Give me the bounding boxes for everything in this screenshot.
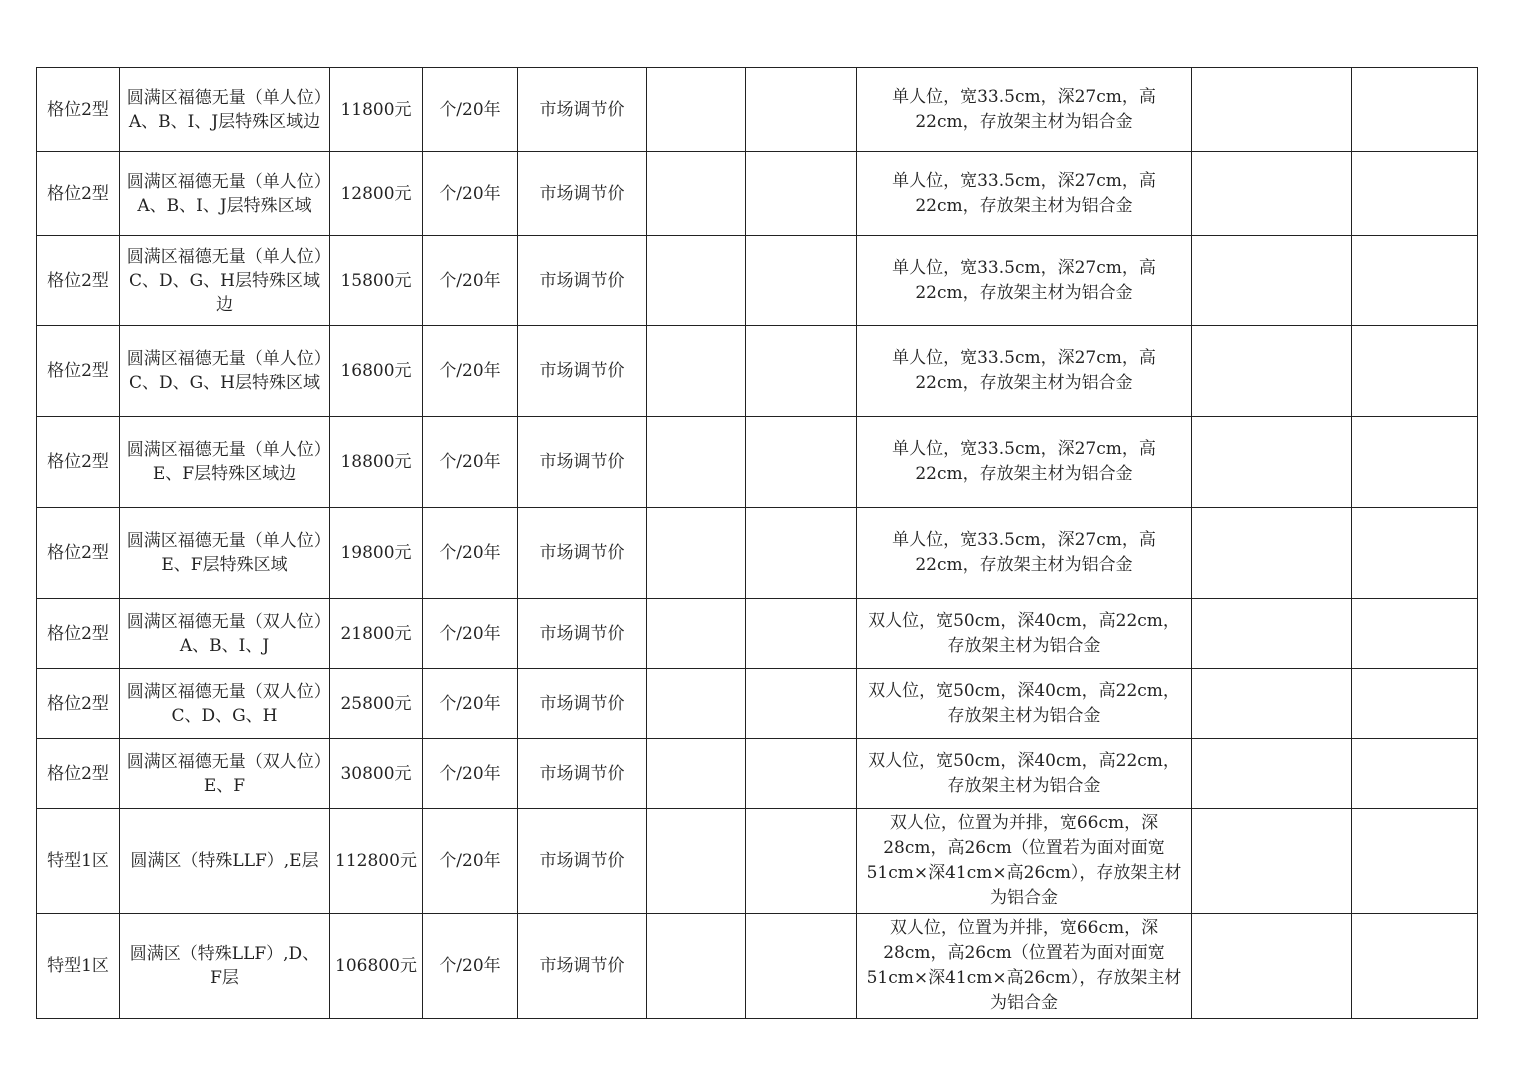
- cell-price: 106800元: [330, 914, 423, 1019]
- cell-empty: [1352, 508, 1478, 599]
- cell-empty: [746, 326, 857, 417]
- cell-empty: [1192, 508, 1352, 599]
- table-row: [37, 739, 1478, 809]
- cell-empty: [746, 417, 857, 508]
- cell-location: 圆满区福德无量（单人位）C、D、G、H层特殊区域边: [120, 236, 330, 326]
- cell-empty: [647, 417, 746, 508]
- cell-type: 格位2型: [37, 68, 120, 152]
- cell-price-kind: 市场调节价: [518, 508, 647, 599]
- cell-spec: 单人位，宽33.5cm，深27cm，高22cm，存放架主材为铝合金: [857, 326, 1192, 417]
- table-row: [37, 914, 1478, 1019]
- table-row: [37, 68, 1478, 152]
- cell-empty: [1352, 599, 1478, 669]
- cell-empty: [647, 809, 746, 914]
- cell-spec: 双人位，宽50cm，深40cm，高22cm，存放架主材为铝合金: [857, 669, 1192, 739]
- cell-price-kind: 市场调节价: [518, 68, 647, 152]
- cell-empty: [746, 68, 857, 152]
- table-row: [37, 809, 1478, 914]
- cell-empty: [746, 152, 857, 236]
- cell-price: 11800元: [330, 68, 423, 152]
- cell-type: 格位2型: [37, 236, 120, 326]
- cell-location: 圆满区福德无量（单人位）A、B、I、J层特殊区域边: [120, 68, 330, 152]
- cell-location: 圆满区福德无量（单人位）E、F层特殊区域边: [120, 417, 330, 508]
- cell-unit: 个/20年: [423, 809, 518, 914]
- cell-empty: [647, 508, 746, 599]
- cell-empty: [746, 809, 857, 914]
- cell-empty: [1352, 152, 1478, 236]
- cell-type: 格位2型: [37, 152, 120, 236]
- cell-empty: [1192, 669, 1352, 739]
- cell-empty: [1352, 236, 1478, 326]
- cell-empty: [647, 152, 746, 236]
- cell-price: 19800元: [330, 508, 423, 599]
- cell-spec: 单人位，宽33.5cm，深27cm，高22cm，存放架主材为铝合金: [857, 417, 1192, 508]
- cell-empty: [1192, 914, 1352, 1019]
- cell-spec: 单人位，宽33.5cm，深27cm，高22cm，存放架主材为铝合金: [857, 236, 1192, 326]
- cell-price-kind: 市场调节价: [518, 326, 647, 417]
- cell-empty: [1192, 68, 1352, 152]
- cell-empty: [1192, 326, 1352, 417]
- cell-unit: 个/20年: [423, 68, 518, 152]
- cell-empty: [647, 599, 746, 669]
- cell-empty: [1192, 417, 1352, 508]
- cell-empty: [1192, 809, 1352, 914]
- cell-spec: 单人位，宽33.5cm，深27cm，高22cm，存放架主材为铝合金: [857, 508, 1192, 599]
- cell-location: 圆满区福德无量（双人位）E、F: [120, 739, 330, 809]
- cell-price: 12800元: [330, 152, 423, 236]
- cell-empty: [1352, 914, 1478, 1019]
- cell-price: 16800元: [330, 326, 423, 417]
- cell-empty: [647, 68, 746, 152]
- cell-empty: [647, 236, 746, 326]
- cell-price: 15800元: [330, 236, 423, 326]
- table-row: [37, 152, 1478, 236]
- cell-type: 格位2型: [37, 508, 120, 599]
- cell-spec: 双人位，宽50cm，深40cm，高22cm，存放架主材为铝合金: [857, 599, 1192, 669]
- cell-empty: [1352, 68, 1478, 152]
- cell-type: 格位2型: [37, 599, 120, 669]
- cell-type: 格位2型: [37, 417, 120, 508]
- table-body: [37, 68, 1478, 1019]
- cell-empty: [746, 669, 857, 739]
- cell-empty: [746, 914, 857, 1019]
- cell-spec: 双人位，位置为并排，宽66cm，深28cm，高26cm（位置若为面对面宽51cm×深41cm×高26cm），存放架主材为铝合金: [857, 914, 1192, 1019]
- cell-empty: [647, 739, 746, 809]
- table-row: [37, 599, 1478, 669]
- cell-unit: 个/20年: [423, 599, 518, 669]
- cell-empty: [647, 669, 746, 739]
- cell-price-kind: 市场调节价: [518, 914, 647, 1019]
- cell-price-kind: 市场调节价: [518, 417, 647, 508]
- cell-type: 特型1区: [37, 809, 120, 914]
- cell-unit: 个/20年: [423, 326, 518, 417]
- price-table: [36, 67, 1478, 1019]
- cell-location: 圆满区（特殊LLF）,E层: [120, 809, 330, 914]
- cell-empty: [1192, 152, 1352, 236]
- cell-spec: 单人位，宽33.5cm，深27cm，高22cm，存放架主材为铝合金: [857, 68, 1192, 152]
- table-row: [37, 326, 1478, 417]
- cell-empty: [746, 508, 857, 599]
- cell-empty: [746, 739, 857, 809]
- cell-price: 21800元: [330, 599, 423, 669]
- cell-price: 18800元: [330, 417, 423, 508]
- cell-price: 112800元: [330, 809, 423, 914]
- cell-empty: [1352, 739, 1478, 809]
- cell-location: 圆满区福德无量（单人位）A、B、I、J层特殊区域: [120, 152, 330, 236]
- table-row: [37, 417, 1478, 508]
- cell-empty: [647, 914, 746, 1019]
- cell-empty: [1352, 417, 1478, 508]
- cell-unit: 个/20年: [423, 739, 518, 809]
- table-row: [37, 236, 1478, 326]
- cell-price-kind: 市场调节价: [518, 236, 647, 326]
- cell-location: 圆满区福德无量（双人位）A、B、I、J: [120, 599, 330, 669]
- cell-empty: [1192, 236, 1352, 326]
- cell-unit: 个/20年: [423, 914, 518, 1019]
- cell-price-kind: 市场调节价: [518, 152, 647, 236]
- table-row: [37, 508, 1478, 599]
- cell-price: 30800元: [330, 739, 423, 809]
- cell-unit: 个/20年: [423, 152, 518, 236]
- cell-empty: [1352, 669, 1478, 739]
- cell-type: 格位2型: [37, 326, 120, 417]
- cell-empty: [1192, 599, 1352, 669]
- cell-empty: [1352, 809, 1478, 914]
- cell-spec: 双人位，位置为并排，宽66cm，深28cm，高26cm（位置若为面对面宽51cm×深41cm×高26cm），存放架主材为铝合金: [857, 809, 1192, 914]
- cell-unit: 个/20年: [423, 236, 518, 326]
- cell-location: 圆满区（特殊LLF）,D、F层: [120, 914, 330, 1019]
- cell-price-kind: 市场调节价: [518, 599, 647, 669]
- cell-price-kind: 市场调节价: [518, 809, 647, 914]
- cell-price-kind: 市场调节价: [518, 669, 647, 739]
- cell-empty: [647, 326, 746, 417]
- cell-price: 25800元: [330, 669, 423, 739]
- cell-type: 格位2型: [37, 669, 120, 739]
- cell-empty: [1192, 739, 1352, 809]
- cell-spec: 单人位，宽33.5cm，深27cm，高22cm，存放架主材为铝合金: [857, 152, 1192, 236]
- cell-empty: [1352, 326, 1478, 417]
- cell-unit: 个/20年: [423, 508, 518, 599]
- cell-type: 特型1区: [37, 914, 120, 1019]
- cell-location: 圆满区福德无量（单人位）E、F层特殊区域: [120, 508, 330, 599]
- cell-location: 圆满区福德无量（单人位）C、D、G、H层特殊区域: [120, 326, 330, 417]
- table-row: [37, 669, 1478, 739]
- cell-unit: 个/20年: [423, 417, 518, 508]
- cell-spec: 双人位，宽50cm，深40cm，高22cm，存放架主材为铝合金: [857, 739, 1192, 809]
- cell-empty: [746, 236, 857, 326]
- cell-unit: 个/20年: [423, 669, 518, 739]
- cell-location: 圆满区福德无量（双人位）C、D、G、H: [120, 669, 330, 739]
- cell-type: 格位2型: [37, 739, 120, 809]
- cell-empty: [746, 599, 857, 669]
- cell-price-kind: 市场调节价: [518, 739, 647, 809]
